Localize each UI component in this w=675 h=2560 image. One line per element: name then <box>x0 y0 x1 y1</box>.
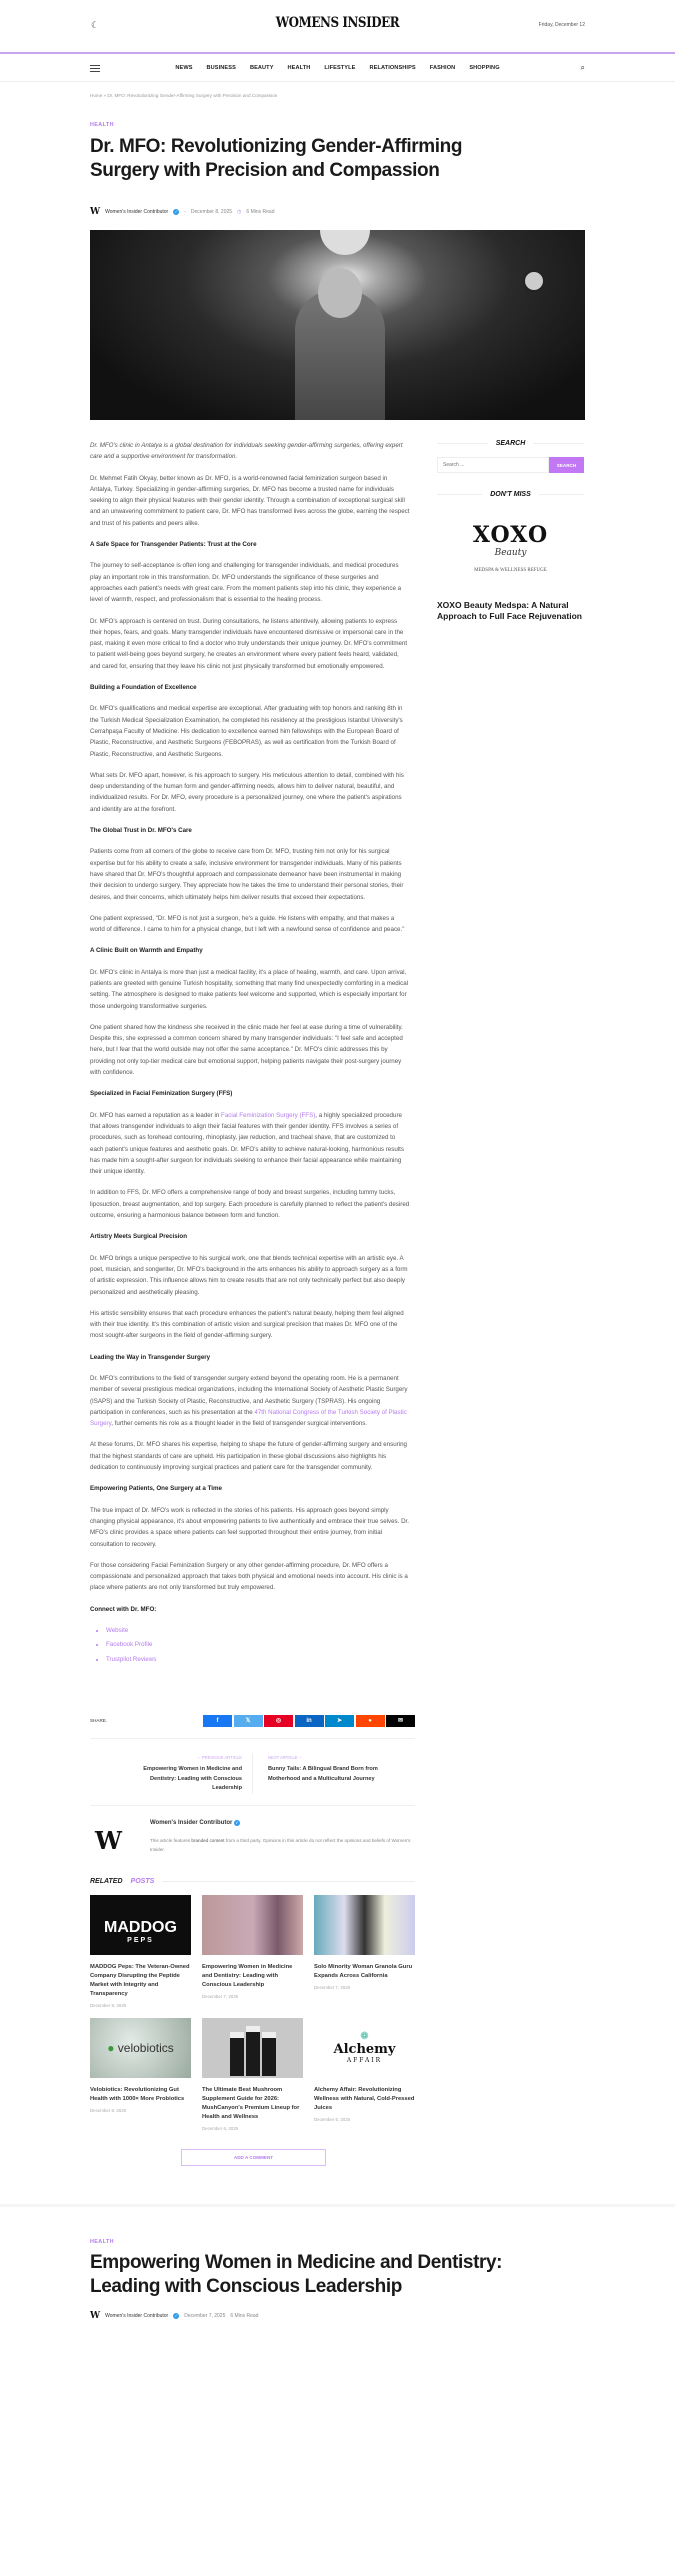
paragraph <box>90 1253 410 1298</box>
paragraph <box>90 703 410 759</box>
related-post-date: December 9, 2025 <box>90 2002 127 2008</box>
paragraph <box>90 846 410 902</box>
post-date: December 7, 2025 <box>184 2312 226 2319</box>
text-run: Dr. MFO's qualifications and medical expertise are exceptional. After graduating with top honors and ranking 8th in the Turkish Medical Specialization Examination, he completed his residency at the prestigious Istanbul University's Cerrahpaşa Faculty of Medicine. His dedication to excellence earned him fellowships with the European Board of Plastic, Reconstructive, and Aesthetic Surgeons (FEBOPRAS), as well as certification from the Turkish Board of Plastic, Reconstructive, and Aesthetic Surgeons. <box>90 705 403 758</box>
related-posts-title: RELATED POSTS <box>90 1878 415 1885</box>
linkedin-icon: in <box>306 1717 312 1724</box>
section-heading <box>90 1088 410 1099</box>
related-post-title: Solo Minority Woman Granola Guru Expands Across California <box>314 1963 413 1979</box>
paragraph <box>90 473 410 529</box>
xoxo-tagline: MEDSPA & WELLNESS REFUGE <box>474 568 547 573</box>
telegram-icon: ➤ <box>336 1717 343 1724</box>
paragraph <box>90 1308 410 1342</box>
related-post-date: December 7, 2025 <box>314 1984 351 1990</box>
xoxo-script: Beauty <box>494 548 527 558</box>
verified-icon: ✓ <box>174 209 178 214</box>
dark-mode-toggle-icon[interactable]: ☾ <box>91 20 100 30</box>
related-post-title: Velobiotics: Revolutionizing Gut Health with 1000× More Probiotics <box>90 2086 185 2102</box>
share-bar <box>90 1715 415 1727</box>
nav-news[interactable]: NEWS <box>175 64 193 71</box>
related-post-card[interactable] <box>90 2018 191 2131</box>
menu-icon[interactable] <box>90 65 100 72</box>
text-run: Leading the Way in Transgender Surgery <box>90 1353 211 1361</box>
text-run: One patient expressed, "Dr. MFO is not just a surgeon, he's a guide. He listens with empathy, and that makes a world of difference. I came to him for a physical change, but I left with a newfound sense of confidence and peace." <box>90 914 405 934</box>
paragraph <box>90 1505 410 1550</box>
related-post-card[interactable] <box>314 2018 415 2131</box>
read-time: 6 Mins Read <box>246 209 275 215</box>
linkedin-share-button[interactable] <box>295 1715 324 1727</box>
text-run: Connect with Dr. MFO: <box>90 1605 157 1613</box>
paragraph <box>90 913 410 936</box>
maddog-image: MADDOG PEPS <box>90 1895 191 1955</box>
next-article-title: Bunny Tails: A Bilingual Brand Born from Motherhood and a Multicultural Journey <box>268 1766 378 1782</box>
search-button[interactable]: SEARCH <box>549 457 584 473</box>
author-avatar[interactable]: W <box>90 207 101 217</box>
text-run: One patient shared how the kindness she received in the clinic made her feel at ease during a time of vulnerability. Despite this, she expressed a common concern shared by many transgender individuals: "I feel safe and accepted here, but I fear that the world outside may not offer the same acceptance." Dr. MFO's clinic addresses this by providing not only top-tier medical care but emotional support, helping patients navigate their post-surgery journey with confidence. <box>90 1023 403 1077</box>
dont-miss-title <box>437 491 584 498</box>
related-post-card[interactable] <box>202 1895 303 2008</box>
next-post-title[interactable]: Empowering Women in Medicine and Dentistry: Leading with Conscious Leadership <box>90 2251 503 2297</box>
related-post-date: December 7, 2025 <box>202 1993 239 1999</box>
text-run: At these forums, Dr. MFO shares his expertise, helping to shape the future of gender-affirming surgery and ensuring that the highest standards of care are upheld. His participation in these global discussions also highlights his dedication to continuously improving surgical practices and patient care for the transgender community. <box>90 1441 407 1472</box>
text-run: Artistry Meets Surgical Precision <box>90 1233 187 1241</box>
divider <box>90 1738 415 1739</box>
search-icon[interactable]: ⌕ <box>580 63 585 72</box>
xoxo-logo: XOXO <box>472 522 549 548</box>
text-run: , further cements his role as a thought leader in the field of transgender surgical interventions. <box>111 1420 368 1428</box>
text-run: The Global Trust in Dr. MFO's Care <box>90 827 192 835</box>
reddit-icon: ● <box>368 1717 372 1724</box>
x-icon: 𝕏 <box>245 1717 251 1724</box>
category-label[interactable]: HEALTH <box>90 122 114 128</box>
hero-image <box>90 230 585 420</box>
velobiotics-image: ● velobiotics <box>90 2018 191 2078</box>
text-run: For those considering Facial Feminization Surgery or any other gender-affirming procedure, Dr. MFO offers a compassionate and personalized approach that takes both physical and emotional needs into account. His clinic is a place where patients are not only transformed but truly empowered. <box>90 1561 408 1592</box>
section-heading <box>90 682 410 693</box>
related-post-title: Empowering Women in Medicine and Dentistry: Leading with Conscious Leadership <box>202 1963 293 1988</box>
image-caption <box>90 440 410 463</box>
telegram-share-button[interactable] <box>325 1715 354 1727</box>
separator: - <box>184 209 186 215</box>
author-description: This article features branded content from a third party. Opinions in this article do not reflect the opinions and beliefs of Women's Insider. <box>150 1837 411 1853</box>
main-column <box>90 440 503 2321</box>
breadcrumb[interactable]: Home » Dr. MFO: Revolutionizing Gender-Affirming Surgery with Precision and Compassion <box>90 93 278 98</box>
text-run: Dr. MFO's approach is centered on trust. During consultations, he listens attentively, allowing patients to express their hopes, fears, and goals. Many transgender individuals have encountered dismissive or impersonal care in the past, making it even more critical to find a doctor who truly understands their unique journey. Dr. MFO's commitment to patient well-being goes beyond surgery, he creates an environment where every patient feels heard, validated, and cared for, ensuring that they leave his clinic not just physically transformed but emotionally empowered. <box>90 617 408 670</box>
paragraph <box>90 770 410 815</box>
paragraph <box>90 1187 410 1221</box>
read-time: 6 Mins Read <box>230 2312 259 2319</box>
related-post-date: December 6, 2025 <box>314 2116 351 2122</box>
inline-link[interactable]: 47th National Congress of the Turkish Society of Plastic Surgery <box>90 1408 407 1428</box>
section-heading <box>90 1231 410 1242</box>
connect-link[interactable]: • Trustpilot Reviews <box>106 1654 410 1665</box>
text-run: A Clinic Built on Warmth and Empathy <box>90 947 203 955</box>
search-widget-title <box>437 440 584 447</box>
post-navigation <box>90 1753 415 1794</box>
section-heading <box>90 1483 410 1494</box>
facebook-icon: f <box>216 1717 219 1724</box>
woman-portrait-image <box>202 1895 303 1955</box>
section-heading <box>90 539 410 550</box>
surgeon-head <box>318 268 362 318</box>
section-heading <box>90 1352 410 1363</box>
text-run: The true impact of Dr. MFO's work is reflected in the stories of his patients. His approach goes beyond simply changing physical appearance, it's about empowering patients to live authentically and embrace their true selves. Dr. MFO's clinic provides a space where patients can feel supported throughout their entire journey, from initial consultation to recovery. <box>90 1506 409 1548</box>
connect-link[interactable]: • Facebook Profile <box>106 1639 410 1650</box>
paragraph <box>90 1373 410 1429</box>
author-logo[interactable]: W <box>95 1825 122 1855</box>
xoxo-beauty-image[interactable] <box>437 512 584 600</box>
search-input[interactable] <box>437 457 549 473</box>
section-heading <box>90 825 410 836</box>
text-run: Dr. MFO brings a unique perspective to his surgical work, one that blends technical expertise with an artistic eye. A poet, musician, and songwriter, Dr. MFO's background in the arts enhances his ability to approach surgery as a form of artistic expression. This influence allows him to create results that are not only technically perfect but also deeply personalized and aesthetically pleasing. <box>90 1254 408 1296</box>
related-post-title: The Ultimate Best Mushroom Supplement Guide for 2026: MushCanyon's Premium Lineup for Health and Wellness <box>202 2086 300 2120</box>
text-run: , a highly specialized procedure that allows transgender individuals to align their facial features with their gender identity. FFS involves a series of procedures, such as forehead contouring, rhinoplasty, jaw reduction, and tracheal shave, that are customized to each patient's unique features and aesthetic goals. Dr. MFO's ability to achieve natural-looking, harmonious results has made him a sought-after surgeon for individuals seeking to enhance their facial appearance while maintaining their unique identity. <box>90 1111 404 1176</box>
nav-business[interactable]: BUSINESS <box>206 64 236 71</box>
page-title: Dr. MFO: Revolutionizing Gender-Affirming Surgery with Precision and Compassion <box>90 136 463 181</box>
share-label: SHARE. <box>90 1718 108 1724</box>
paragraph <box>90 616 410 672</box>
section-separator <box>0 2204 675 2207</box>
nav-fashion[interactable]: FASHION <box>429 64 456 71</box>
author-box-name[interactable]: Women's Insider Contributor ✓ <box>150 1819 239 1826</box>
next-article-label: NEXT ARTICLE › <box>268 1754 302 1760</box>
previous-article-link[interactable] <box>120 1753 253 1794</box>
text-run: What sets Dr. MFO apart, however, is his approach to surgery. His meticulous attention to detail, combined with his deep understanding of the human form and gender-affirming needs, allows him to deliver natural, beautiful, and individualized results. For Dr. MFO, every procedure is a personalized journey, one where the patient's aspirations and identity are at the forefront. <box>90 771 404 813</box>
text-run: A Safe Space for Transgender Patients: Trust at the Core <box>90 541 257 549</box>
post-date: December 8, 2025 <box>190 209 233 215</box>
pinterest-share-button[interactable] <box>264 1715 293 1727</box>
related-post-title: MADDOG Peps: The Veteran-Owned Company Disrupting the Peptide Market with Integrity and Transparency <box>90 1963 190 1997</box>
sidebar-post-title[interactable]: XOXO Beauty Medspa: A Natural Approach to Full Face Rejuvenation <box>437 600 582 621</box>
related-post-card[interactable] <box>314 1895 415 2008</box>
related-post-card[interactable] <box>90 1895 191 2008</box>
text-run: Building a Foundation of Excellence <box>90 684 197 692</box>
mushroom-bottles-image <box>202 2018 303 2078</box>
wall-clock <box>523 270 545 292</box>
top-bar <box>0 0 675 54</box>
author-avatar[interactable]: W <box>90 2310 101 2321</box>
next-post-meta <box>90 2311 585 2321</box>
store-image <box>314 1895 415 1955</box>
nav-beauty[interactable]: BEAUTY <box>249 64 274 71</box>
related-post-date: December 6, 2025 <box>202 2125 239 2131</box>
previous-article-label: ‹ PREVIOUS ARTICLE <box>198 1754 242 1760</box>
inline-link[interactable]: Facial Feminization Surgery (FFS) <box>221 1111 316 1119</box>
site-logo[interactable]: WOMENS INSIDER <box>275 15 400 31</box>
related-post-date: December 6, 2025 <box>90 2107 127 2113</box>
facebook-share-button[interactable] <box>203 1715 232 1727</box>
section-heading <box>90 945 410 956</box>
author-name[interactable]: Women's Insider Contributor <box>105 2312 169 2319</box>
text-run: Specialized in Facial Feminization Surgery (FFS) <box>90 1090 233 1098</box>
article-body <box>90 440 410 1665</box>
verified-icon: ✓ <box>235 1819 239 1825</box>
nav-relationships[interactable]: RELATIONSHIPS <box>369 64 416 71</box>
section-heading <box>90 1604 410 1615</box>
text-run: Empowering Patients, One Surgery at a Time <box>90 1485 222 1493</box>
connect-links <box>90 1625 410 1665</box>
text-run: Dr. Mehmet Fatih Okyay, better known as Dr. MFO, is a world-renowned facial feminization surgeon based in Antalya, Turkey. Specializing in gender-affirming surgeries, Dr. MFO has become a trusted name for individuals seeking to align their physical features with their gender identity. Through a combination of exceptional surgical skill and an unwavering commitment to patient care, Dr. MFO has transformed lives across the globe, earning the respect and trust of his patients and peers alike. <box>90 474 410 527</box>
email-share-button[interactable] <box>386 1715 415 1727</box>
pinterest-icon: ◎ <box>275 1717 282 1724</box>
paragraph <box>90 1439 410 1473</box>
email-icon: ✉ <box>397 1717 404 1724</box>
text-run: Dr. MFO's clinic in Antalya is a global destination for individuals seeking gender-affirming surgeries, offering expert care and a supportive environment for transformation. <box>90 442 403 461</box>
clock-icon: ◷ <box>237 209 242 215</box>
nav-shopping[interactable]: SHOPPING <box>469 64 500 71</box>
text-run: Dr. MFO's clinic in Antalya is more than just a medical facility, it's a place of healing, warmth, and care. Upon arrival, patients are greeted with genuine Turkish hospitality, something that many find unexpectedly comforting in a medical setting. The atmosphere is designed to make patients feel welcome and supported, which is especially important for those undergoing transformative surgeries. <box>90 968 409 1010</box>
text-run: His artistic sensibility ensures that each procedure enhances the patient's natural beauty, helping them feel aligned with their true identity. It's this combination of artistic vision and surgical precision that makes Dr. MFO one of the most sought-after surgeons in the field of gender-affirming surgery. <box>90 1309 404 1340</box>
text-run: Patients come from all corners of the globe to receive care from Dr. MFO, trusting him not only for his surgical expertise but for his ability to create a safe, inclusive environment for transgender individuals. Many of his patients have shared that Dr. MFO's thoughtful approach and compassionate demeanor have been instrumental in making their decision to undergo surgery. They appreciate how he takes the time to understand their personal stories, their desires, and their concerns, which ultimately helps him deliver results that exceed their expectations. <box>90 848 404 901</box>
add-comment-button[interactable]: ADD A COMMENT <box>181 2149 326 2166</box>
paragraph <box>90 1110 410 1178</box>
paragraph <box>90 967 410 1012</box>
search-form <box>437 457 584 473</box>
verified-icon: ✓ <box>174 2312 178 2318</box>
next-post-category[interactable]: HEALTH <box>90 2238 114 2245</box>
widget-title-text: SEARCH <box>495 440 526 447</box>
connect-link[interactable]: • Website <box>106 1625 410 1636</box>
next-article-link[interactable] <box>268 1753 408 1794</box>
text-run: Dr. MFO's contributions to the field of transgender surgery extend beyond the operating room. He is a permanent member of several prestigious medical organizations, including the International Society of Aesthetic Plastic Surgery (ISAPS) and the Turkish Society of Plastic, Reconstructive, and Aesthetic Surgery (TSPRAS). His ongoing participation in conferences, such as his presentation at the <box>90 1375 408 1416</box>
main-nav <box>0 54 675 82</box>
sidebar <box>437 440 584 622</box>
divider <box>90 1805 415 1806</box>
paragraph <box>90 1560 410 1594</box>
related-post-title: Alchemy Affair: Revolutionizing Wellness with Natural, Cold-Pressed Juices <box>314 2086 415 2111</box>
surgical-lamp <box>320 230 370 255</box>
paragraph <box>90 560 410 605</box>
related-post-card[interactable] <box>202 2018 303 2131</box>
widget-title-text: DON'T MISS <box>490 491 531 498</box>
paragraph <box>90 1022 410 1078</box>
text-run: Dr. MFO has earned a reputation as a leader in <box>90 1111 222 1119</box>
current-date: Friday, December 12 <box>538 22 585 28</box>
previous-article-title: Empowering Women in Medicine and Dentistry: Leading with Conscious Leadership <box>143 1766 242 1792</box>
text-run: The journey to self-acceptance is often long and challenging for transgender individuals, and medical procedures play an important role in this transformation. Dr. MFO understands the significance of these surgeries and approaches each patient's needs with great care. From the moment patients step into his clinic, they experience a level of warmth, respect, and professionalism that is essential to the healing process. <box>90 562 402 604</box>
next-post-header <box>90 2239 585 2321</box>
reddit-share-button[interactable] <box>356 1715 385 1727</box>
nav-health[interactable]: HEALTH <box>287 64 311 71</box>
author-name[interactable]: Women's Insider Contributor <box>105 209 169 215</box>
nav-lifestyle[interactable]: LIFESTYLE <box>324 64 356 71</box>
author-box <box>90 1818 415 1870</box>
text-run: In addition to FFS, Dr. MFO offers a comprehensive range of body and breast surgeries, including tummy tucks, liposuction, breast augmentation, and top surgery. Each procedure is carefully planned to reflect the patient's desired outcome, ensuring a harmonious balance between form and function. <box>90 1189 410 1220</box>
x-share-button[interactable] <box>234 1715 263 1727</box>
post-meta <box>90 207 585 217</box>
alchemy-affair-image: ❁ Alchemy AFFAIR <box>314 2018 415 2078</box>
related-posts-grid <box>90 1895 415 2131</box>
